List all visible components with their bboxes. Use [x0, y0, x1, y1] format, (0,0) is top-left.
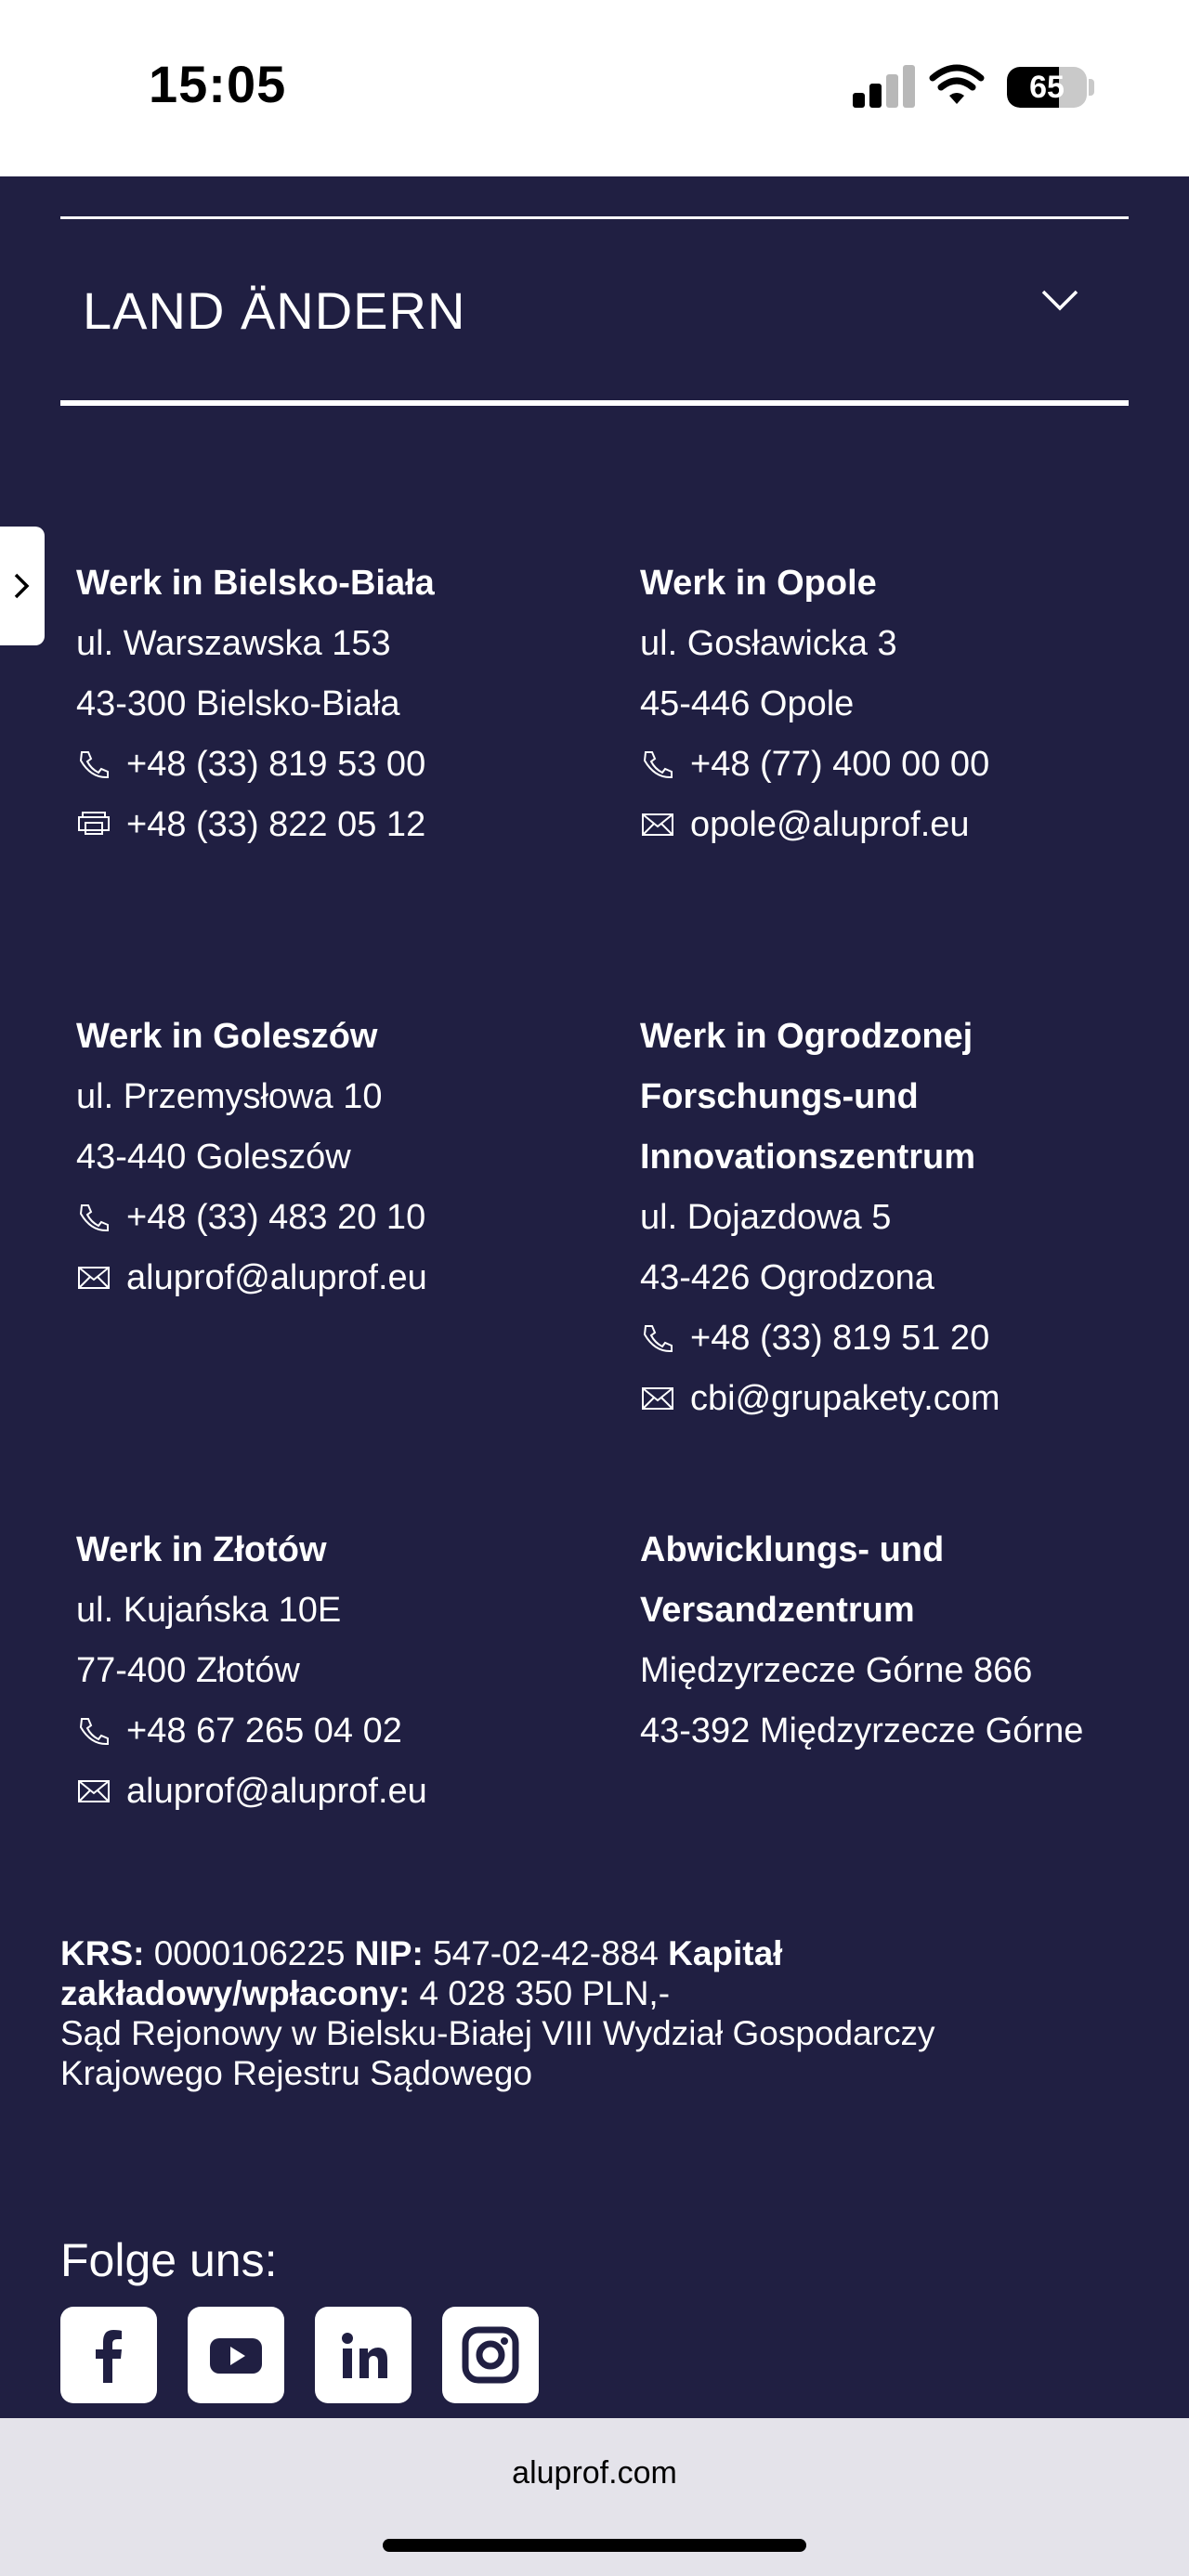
email-link[interactable]: [640, 795, 1160, 855]
home-indicator[interactable]: [383, 2539, 806, 2552]
registration-line: [60, 1933, 1082, 2013]
plant-title: Werk in Goleszów: [76, 1017, 378, 1056]
side-drawer-toggle[interactable]: [0, 527, 45, 645]
chevron-down-icon[interactable]: [1040, 286, 1079, 314]
country-selector[interactable]: [60, 241, 1129, 390]
court-line: Sąd Rejonowy w Bielsku-Białej VIII Wydział Gospodarczy: [60, 2014, 935, 2052]
phone-link[interactable]: [76, 735, 596, 795]
cellular-signal-icon: [853, 63, 914, 108]
nip-value: 547-02-42-884: [423, 1934, 669, 1972]
plant-street: ul. Warszawska 153: [76, 624, 391, 663]
browser-address-bar[interactable]: [0, 2418, 1189, 2576]
battery-icon: [1007, 67, 1087, 108]
plant-city: 43-426 Ogrodzona: [640, 1258, 934, 1297]
plant-zlotow: [76, 1520, 596, 1822]
plant-city: 45-446 Opole: [640, 684, 855, 723]
plant-miedzyrzecze: [640, 1520, 1160, 1762]
phone-link[interactable]: [76, 1701, 596, 1762]
plant-title: Abwicklungs- und: [640, 1530, 945, 1569]
plant-title: Werk in Złotów: [76, 1530, 327, 1569]
email-address: cbi@grupakety.com: [690, 1379, 1000, 1418]
youtube-icon: [188, 2307, 284, 2403]
plant-city: 43-300 Bielsko-Biała: [76, 684, 400, 723]
facebook-button[interactable]: [60, 2307, 157, 2403]
plant-street: ul. Kujańska 10E: [76, 1591, 342, 1630]
krs-label: KRS:: [60, 1934, 145, 1972]
instagram-button[interactable]: [442, 2307, 539, 2403]
plant-title: Versandzentrum: [640, 1591, 915, 1630]
envelope-icon: [76, 1776, 111, 1806]
email-link[interactable]: [640, 1369, 1160, 1429]
envelope-icon: [76, 1263, 111, 1293]
plant-title: Werk in Ogrodzonej: [640, 1017, 973, 1056]
email-link[interactable]: [76, 1248, 596, 1308]
nip-label: NIP:: [354, 1934, 424, 1972]
url-text[interactable]: aluprof.com: [512, 2455, 677, 2491]
plant-street: ul. Dojazdowa 5: [640, 1198, 892, 1237]
battery-level: 65: [1029, 70, 1065, 105]
divider: [60, 216, 1129, 219]
plant-street: ul. Przemysłowa 10: [76, 1077, 383, 1116]
krs-value: 0000106225: [144, 1934, 355, 1972]
instagram-icon: [442, 2307, 539, 2403]
plant-title: Werk in Bielsko-Biała: [76, 564, 435, 603]
phone-number: +48 (33) 819 51 20: [690, 1319, 990, 1358]
plant-ogrodzona: [640, 1007, 1160, 1429]
linkedin-icon: [315, 2307, 412, 2403]
phone-icon: [76, 1203, 111, 1232]
divider: [60, 400, 1129, 406]
plant-city: 77-400 Złotów: [76, 1651, 300, 1690]
email-link[interactable]: [76, 1762, 596, 1822]
youtube-button[interactable]: [188, 2307, 284, 2403]
envelope-icon: [640, 1384, 675, 1413]
country-selector-label: LAND ÄNDERN: [83, 281, 466, 340]
email-address: opole@aluprof.eu: [690, 805, 970, 844]
court-line: Krajowego Rejestru Sądowego: [60, 2054, 533, 2092]
plant-city: 43-440 Goleszów: [76, 1138, 351, 1177]
phone-number: +48 (33) 483 20 10: [126, 1198, 426, 1237]
plant-title: Innovationszentrum: [640, 1138, 976, 1177]
chevron-right-icon: [11, 571, 32, 601]
phone-number: +48 (33) 819 53 00: [126, 745, 426, 784]
phone-number: +48 67 265 04 02: [126, 1711, 402, 1750]
facebook-icon: [60, 2307, 157, 2403]
plant-title: Werk in Opole: [640, 564, 877, 603]
status-time: 15:05: [149, 55, 287, 113]
email-address: aluprof@aluprof.eu: [126, 1258, 427, 1297]
phone-link[interactable]: [640, 735, 1160, 795]
plant-goleszow: [76, 1007, 596, 1308]
plant-title: Forschungs-und: [640, 1077, 919, 1116]
fax-number-row: [76, 795, 596, 855]
phone-link[interactable]: [640, 1308, 1160, 1369]
linkedin-button[interactable]: [315, 2307, 412, 2403]
plant-street: ul. Gosławicka 3: [640, 624, 897, 663]
capital-label: Kapitał zakładowy/wpłacony:: [60, 1934, 783, 2012]
phone-icon: [640, 749, 675, 779]
status-bar: [0, 0, 1189, 176]
wifi-icon: [929, 63, 985, 106]
plant-city: 43-392 Międzyrzecze Górne: [640, 1711, 1084, 1750]
fax-number: +48 (33) 822 05 12: [126, 805, 426, 844]
capital-value: 4 028 350 PLN,-: [410, 1974, 671, 2012]
battery-tip: [1089, 79, 1094, 96]
phone-link[interactable]: [76, 1188, 596, 1248]
plant-opole: [640, 553, 1160, 855]
company-legal-info: [60, 1933, 1082, 2093]
phone-icon: [76, 1716, 111, 1746]
email-address: aluprof@aluprof.eu: [126, 1772, 427, 1811]
envelope-icon: [640, 810, 675, 839]
plant-street: Międzyrzecze Górne 866: [640, 1651, 1033, 1690]
follow-us-heading: Folge uns:: [60, 2234, 278, 2286]
phone-number: +48 (77) 400 00 00: [690, 745, 990, 784]
phone-icon: [76, 749, 111, 779]
phone-icon: [640, 1323, 675, 1353]
plant-bielsko: [76, 553, 596, 855]
fax-icon: [76, 810, 111, 839]
